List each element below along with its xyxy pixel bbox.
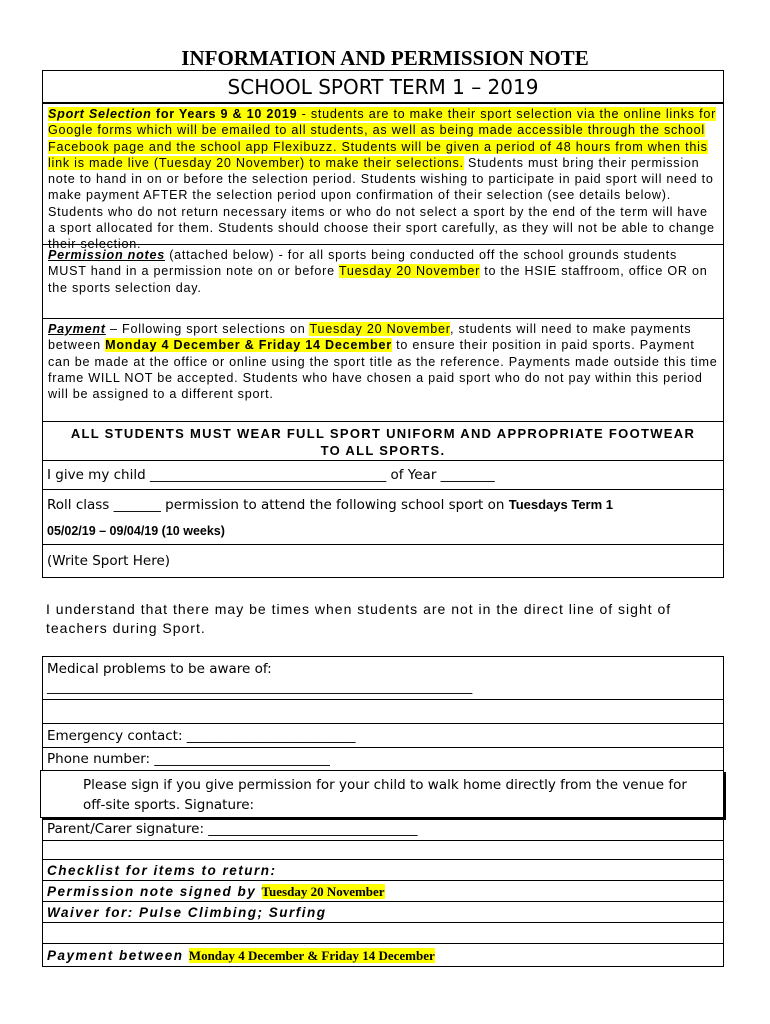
payment-selection-date: Tuesday 20 November (309, 322, 450, 336)
parent-signature-field[interactable]: Parent/Carer signature: _______________________________ (42, 817, 724, 841)
term-dates: 05/02/19 – 09/04/19 (10 weeks) (47, 524, 225, 538)
checklist-waiver: Waiver for: Pulse Climbing; Surfing (42, 901, 724, 923)
checklist-payment-dates: Monday 4 December & Friday 14 December (188, 948, 435, 963)
blank-row-2 (42, 840, 724, 860)
phone-number-field[interactable]: Phone number: __________________________ (42, 747, 724, 771)
permission-notes-text-1: (attached below) - for all sports being conducted off the school grounds students MUST hand in a permission note on or before (48, 248, 678, 279)
payment-text-2: , students will need to make payments between (48, 322, 692, 353)
page-subtitle: SCHOOL SPORT TERM 1 – 2019 (42, 70, 724, 103)
medical-problems-line: _______________________________________________________________ (47, 679, 473, 695)
sport-selection-text: Students must bring their permission note to hand in on or before the selection period. Students wishing to participate in paid sport will need to make payment AFTER the selection period upon confirmation of their selection (see details below). Students who do not return necessary items or who do not select a sport by the end of the term will have a sport allocated for them. Students should choose their sport carefully, as they will not be able to change their selection. (48, 155, 715, 252)
checklist-permission-text: Permission note signed by (47, 884, 262, 899)
blank-row-1 (42, 699, 724, 724)
supervision-statement: I understand that there may be times when students are not in the direct line of sight of teachers during Sport. (46, 601, 672, 636)
roll-class-term: Tuesdays Term 1 (508, 497, 614, 512)
walk-home-permission-field[interactable]: Please sign if you give permission for your child to walk home directly from the venue for off-site sports. Signature: (40, 770, 724, 818)
permission-notes-section (42, 244, 724, 319)
checklist-payment-row (42, 943, 724, 967)
sport-selection-years: for Years 9 & 10 2019 (151, 107, 298, 121)
permission-notes-label: Permission notes (48, 248, 165, 262)
child-name-field[interactable]: I give my child ___________________________________ of Year ________ (42, 460, 724, 490)
page-title: INFORMATION AND PERMISSION NOTE (181, 46, 589, 70)
payment-section (42, 318, 724, 422)
payment-text-3: to ensure their position in paid sports. Payment can be made at the office or online using the sport title as the reference. Payments made outside this time frame WILL NOT be accepted. Students who have chosen a paid sport who do not pay within this period will be assigned to a different sport. (48, 338, 718, 402)
sport-selection-highlight-text: - students are to make their sport selection via the online links for Google forms which will be emailed to all students, as well as being made accessible through the school Facebook page and the school app Flexibuzz. Students will be given a period of 48 hours from when this link is made live (Tuesday 20 November) to make their selections. (48, 107, 717, 170)
medical-problems-label: Medical problems to be aware of: (47, 661, 272, 677)
payment-text-1: – Following sport selections on (105, 322, 310, 336)
emergency-contact-field[interactable]: Emergency contact: _________________________ (42, 723, 724, 748)
blank-row-3 (42, 922, 724, 944)
payment-label: Payment (48, 322, 106, 336)
permission-notes-date: Tuesday 20 November (338, 264, 481, 279)
uniform-notice: ALL STUDENTS MUST WEAR FULL SPORT UNIFORM AND APPROPRIATE FOOTWEAR TO ALL SPORTS. (42, 421, 724, 461)
sport-selection-label: Sport Selection (48, 107, 152, 121)
payment-date-range: Monday 4 December & Friday 14 December (105, 338, 392, 353)
checklist-title: Checklist for items to return: (42, 859, 724, 881)
medical-problems-field[interactable] (42, 656, 724, 700)
checklist-permission-date: Tuesday 20 November (261, 884, 385, 899)
permission-notes-text-2: to the HSIE staffroom, office OR on the sports selection day. (48, 264, 708, 295)
checklist-payment-text: Payment between (47, 948, 189, 963)
checklist-permission-row (42, 880, 724, 902)
write-sport-field[interactable]: (Write Sport Here) (42, 544, 724, 578)
roll-class-field[interactable] (42, 489, 724, 545)
roll-class-text: Roll class _______ permission to attend the following school sport on (47, 497, 509, 513)
sport-selection-section (42, 103, 724, 252)
